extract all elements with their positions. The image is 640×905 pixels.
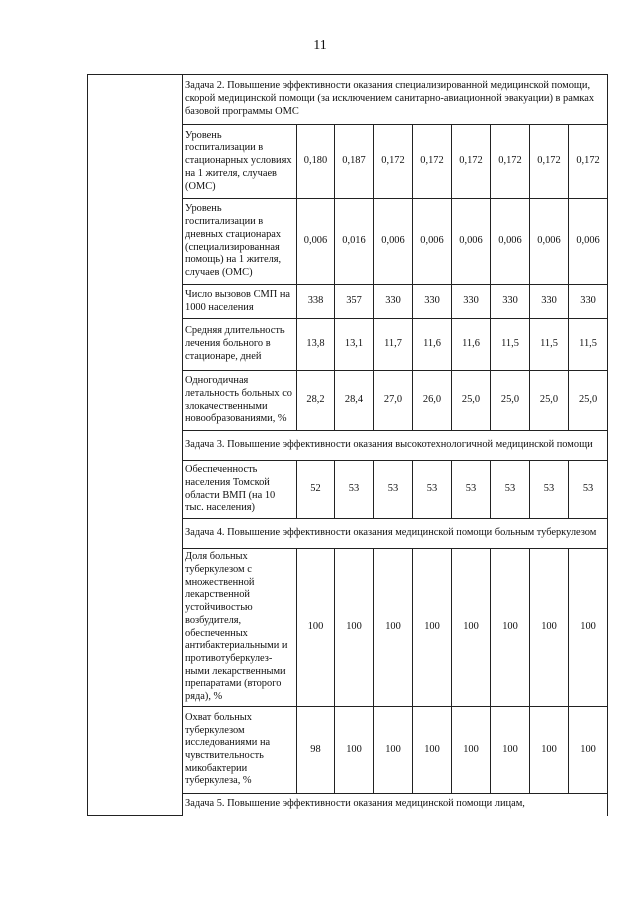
indicator-value: 330 xyxy=(491,285,530,319)
indicator-value: 27,0 xyxy=(374,371,413,431)
indicator-value: 100 xyxy=(452,707,491,794)
indicator-value: 100 xyxy=(335,707,374,794)
indicator-value: 100 xyxy=(491,707,530,794)
indicator-value: 11,7 xyxy=(374,319,413,371)
task-title: Задача 3. Повышение эффективности оказания высокотехнологичной медицинской помощи xyxy=(183,431,608,461)
indicator-table xyxy=(87,74,608,816)
indicator-value: 330 xyxy=(374,285,413,319)
indicator-value: 11,6 xyxy=(452,319,491,371)
indicator-value: 25,0 xyxy=(452,371,491,431)
indicator-value: 0,172 xyxy=(491,125,530,199)
indicator-value: 0,172 xyxy=(569,125,608,199)
indicator-value: 330 xyxy=(452,285,491,319)
indicator-value: 0,006 xyxy=(491,199,530,285)
indicator-value: 26,0 xyxy=(413,371,452,431)
indicator-value: 100 xyxy=(530,707,569,794)
indicator-value: 13,8 xyxy=(297,319,335,371)
indicator-value: 0,172 xyxy=(413,125,452,199)
indicator-value: 25,0 xyxy=(569,371,608,431)
indicator-value: 100 xyxy=(530,549,569,707)
indicator-value: 330 xyxy=(569,285,608,319)
indicator-label: Обеспеченность населения Томской области ВМП (на 10 тыс. населения) xyxy=(183,461,297,519)
left-empty-column xyxy=(88,75,183,816)
indicator-value: 0,006 xyxy=(297,199,335,285)
indicator-value: 52 xyxy=(297,461,335,519)
indicator-value: 100 xyxy=(335,549,374,707)
indicator-value: 11,6 xyxy=(413,319,452,371)
indicator-value: 100 xyxy=(297,549,335,707)
indicator-value: 100 xyxy=(413,707,452,794)
indicator-value: 98 xyxy=(297,707,335,794)
indicator-value: 0,006 xyxy=(569,199,608,285)
indicator-value: 338 xyxy=(297,285,335,319)
indicator-value: 100 xyxy=(374,707,413,794)
indicator-value: 28,2 xyxy=(297,371,335,431)
indicator-value: 0,187 xyxy=(335,125,374,199)
indicator-value: 330 xyxy=(413,285,452,319)
indicator-value: 100 xyxy=(413,549,452,707)
indicator-value: 0,172 xyxy=(374,125,413,199)
indicator-value: 11,5 xyxy=(491,319,530,371)
task-title: Задача 4. Повышение эффективности оказания медицинской помощи больным туберкулезом xyxy=(183,519,608,549)
indicator-label: Доля больных туберкулезом с множественной лекарственной устойчивостью возбудителя, обеспеченных антибактериальными и противотуберкулез-ными лекарственными препаратами (второго ряда), % xyxy=(183,549,297,707)
page-number: 11 xyxy=(313,38,327,53)
indicator-value: 25,0 xyxy=(530,371,569,431)
indicator-value: 53 xyxy=(413,461,452,519)
indicator-value: 100 xyxy=(491,549,530,707)
indicator-label: Одногодичная летальность больных со злокачественными новообразованиями, % xyxy=(183,371,297,431)
indicator-value: 0,180 xyxy=(297,125,335,199)
indicator-label: Средняя длительность лечения больного в стационаре, дней xyxy=(183,319,297,371)
indicator-value: 0,016 xyxy=(335,199,374,285)
indicator-value: 0,172 xyxy=(530,125,569,199)
indicator-label: Охват больных туберкулезом исследованиями на чувствительность микобактерии туберкулеза, % xyxy=(183,707,297,794)
task-title: Задача 2. Повышение эффективности оказания специализированной медицинской помощи, скорой медицинской помощи (за исключением санитарно-авиационной эвакуации) в рамках базовой программы ОМС xyxy=(183,75,608,125)
indicator-value: 100 xyxy=(569,707,608,794)
task-title: Задача 5. Повышение эффективности оказания медицинской помощи лицам, xyxy=(183,794,608,816)
indicator-value: 13,1 xyxy=(335,319,374,371)
indicator-value: 0,006 xyxy=(452,199,491,285)
indicator-value: 330 xyxy=(530,285,569,319)
indicator-value: 0,006 xyxy=(374,199,413,285)
indicator-value: 11,5 xyxy=(569,319,608,371)
indicator-label: Число вызовов СМП на 1000 населения xyxy=(183,285,297,319)
indicator-value: 357 xyxy=(335,285,374,319)
indicator-value: 0,006 xyxy=(413,199,452,285)
indicator-value: 53 xyxy=(569,461,608,519)
indicator-value: 53 xyxy=(452,461,491,519)
indicator-value: 0,172 xyxy=(452,125,491,199)
indicator-value: 53 xyxy=(335,461,374,519)
indicator-value: 0,006 xyxy=(530,199,569,285)
indicator-value: 53 xyxy=(374,461,413,519)
indicator-value: 100 xyxy=(569,549,608,707)
indicator-value: 100 xyxy=(374,549,413,707)
table-body xyxy=(88,75,608,816)
indicator-label: Уровень госпитализации в стационарных условиях на 1 жителя, случаев (ОМС) xyxy=(183,125,297,199)
indicator-value: 28,4 xyxy=(335,371,374,431)
task-row xyxy=(88,75,608,125)
indicator-value: 100 xyxy=(452,549,491,707)
indicator-value: 11,5 xyxy=(530,319,569,371)
indicator-value: 25,0 xyxy=(491,371,530,431)
indicator-value: 53 xyxy=(491,461,530,519)
indicator-label: Уровень госпитализации в дневных стационарах (специализированная помощь) на 1 жителя, случаев (ОМС) xyxy=(183,199,297,285)
indicator-value: 53 xyxy=(530,461,569,519)
